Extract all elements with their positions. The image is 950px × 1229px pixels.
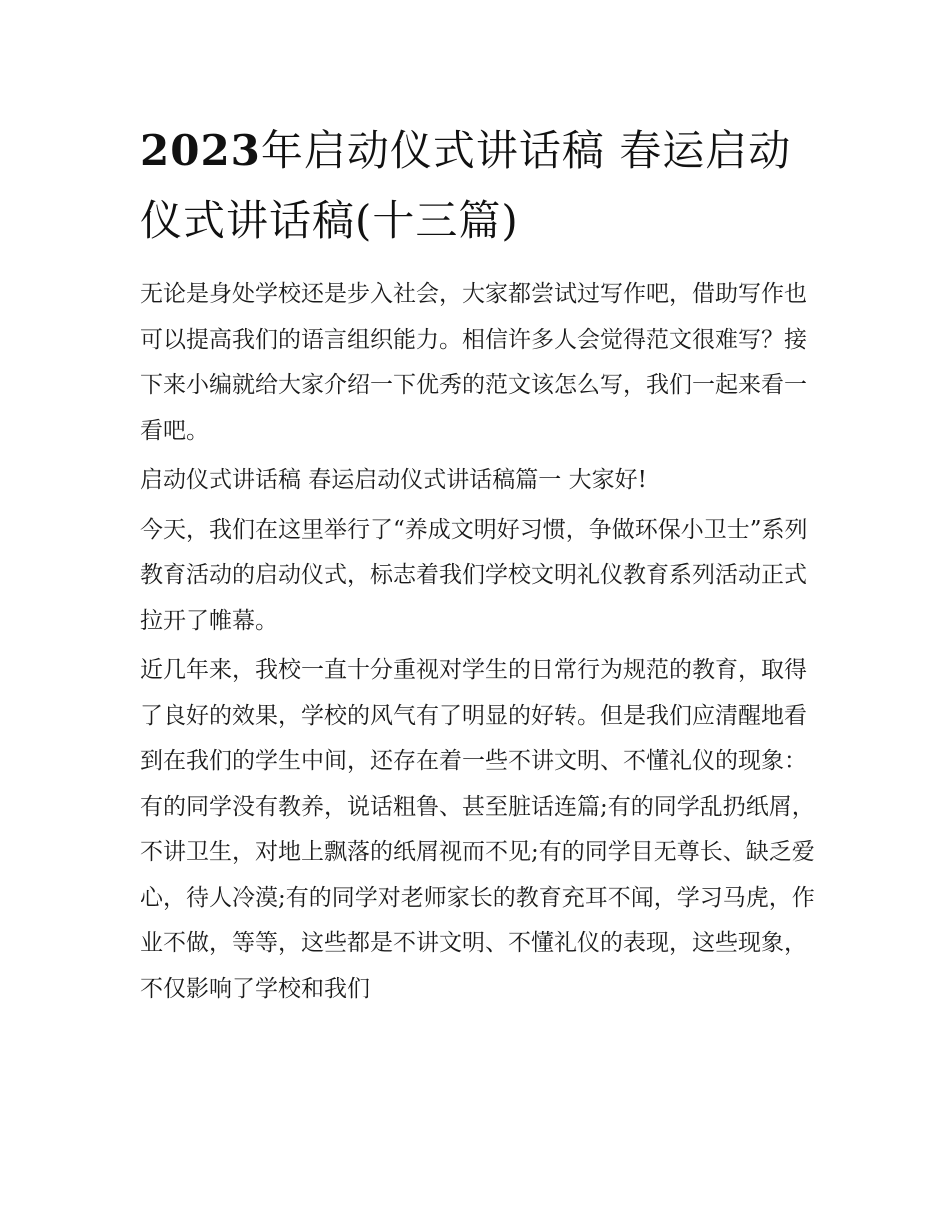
document-body (140, 272, 820, 1012)
body-paragraph: 近几年来，我校一直十分重视对学生的日常行为规范的教育，取得了良好的效果，学校的风气有了明显的好转。但是我们应清醒地看到在我们的学生中间，还存在着一些不讲文明、不懂礼仪的现象：有的同学没有教养，说话粗鲁、甚至脏话连篇;有的同学乱扔纸屑，不讲卫生，对地上飘落的纸屑视而不见;有的同学目无尊长、缺乏爱心，待人冷漠;有的同学对老师家长的教育充耳不闻，学习马虎，作业不做，等等，这些都是不讲文明、不懂礼仪的表现，这些现象，不仅影响了学校和我们 (140, 657, 815, 1002)
document-title (140, 116, 820, 256)
title-year: 2023 (140, 126, 261, 175)
body-paragraph: 今天，我们在这里举行了“养成文明好习惯，争做环保小卫士”系列教育活动的启动仪式，标志着我们学校文明礼仪教育系列活动正式拉开了帷幕。 (140, 516, 808, 634)
document-content (140, 116, 820, 1016)
intro-paragraph: 无论是身处学校还是步入社会，大家都尝试过写作吧，借助写作也可以提高我们的语言组织能力。相信许多人会觉得范文很难写？接下来小编就给大家介绍一下优秀的范文该怎么写，我们一起来看一看吧。 (140, 281, 807, 444)
title-text: 年启动仪式讲话稿 春运启动仪式讲话稿(十三篇) (140, 126, 792, 245)
section-heading-paragraph: 启动仪式讲话稿 春运启动仪式讲话稿篇一 大家好! (140, 467, 647, 493)
